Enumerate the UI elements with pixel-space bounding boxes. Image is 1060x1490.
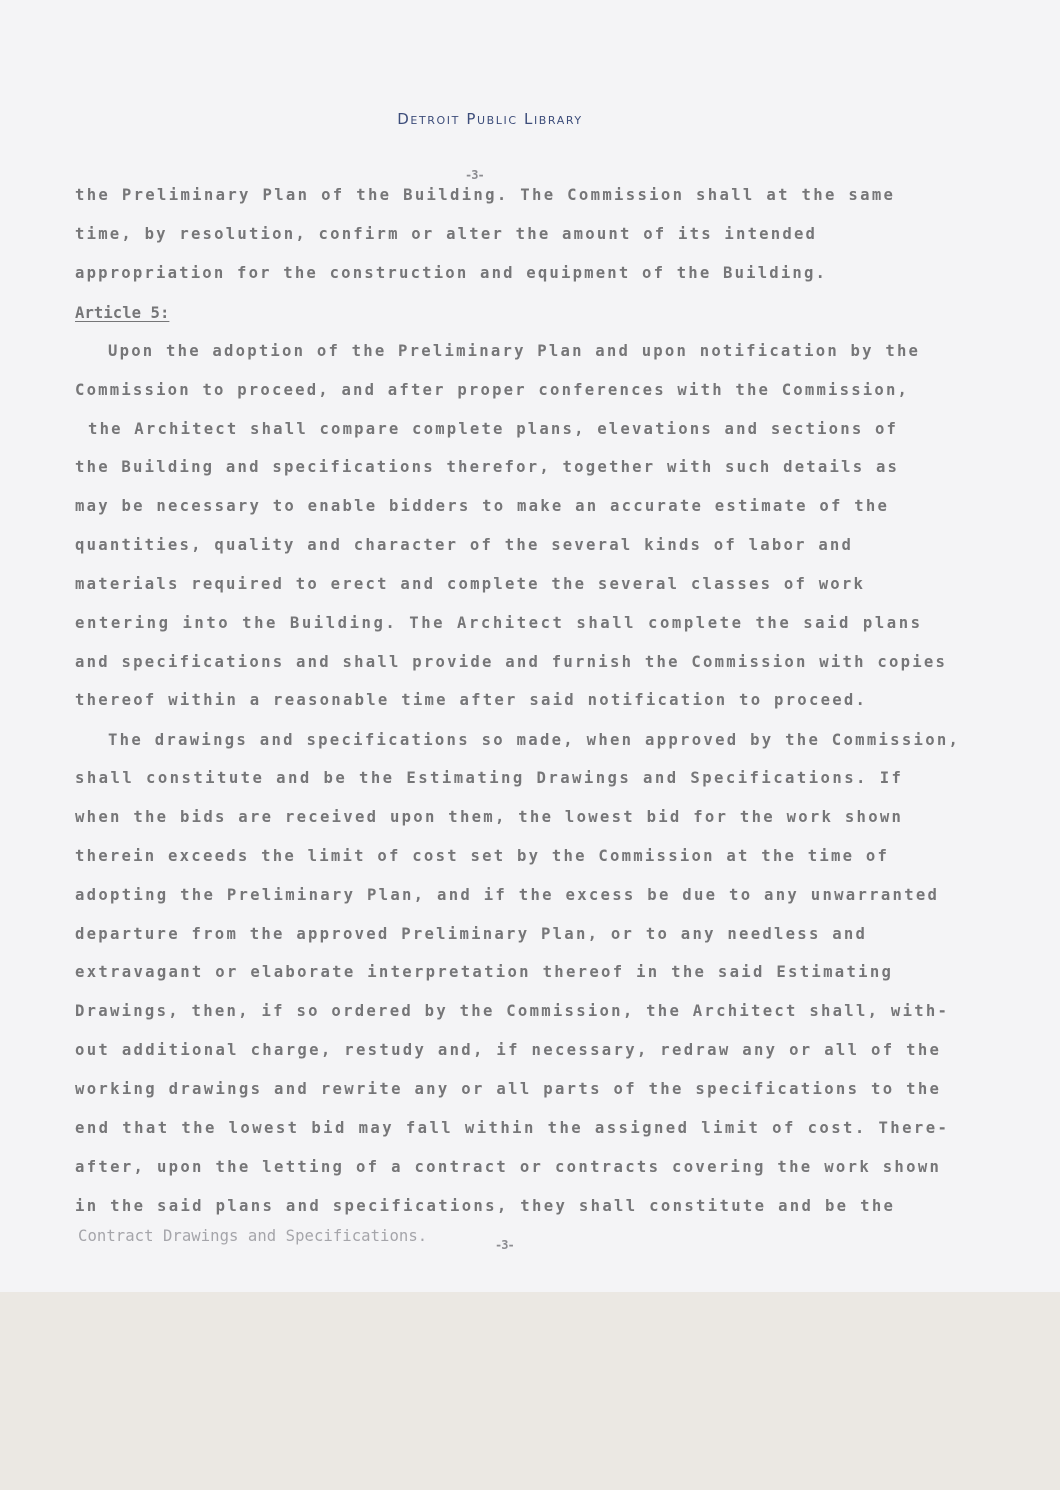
text-line: Drawings, then, if so ordered by the Commission, the Architect shall, with-	[75, 1002, 950, 1020]
text-line: Upon the adoption of the Preliminary Plan and upon notification by the	[108, 342, 921, 360]
text-line: when the bids are received upon them, the lowest bid for the work shown	[75, 808, 904, 826]
text-line: and specifications and shall provide and furnish the Commission with copies	[75, 653, 948, 671]
text-line: departure from the approved Preliminary Plan, or to any needless and	[75, 925, 868, 943]
text-line: The drawings and specifications so made, when approved by the Commission,	[108, 731, 961, 749]
text-line: Commission to proceed, and after proper conferences with the Commission,	[75, 381, 910, 399]
page-number-top: -3-	[465, 168, 484, 182]
text-line: appropriation for the construction and equipment of the Building.	[75, 264, 828, 282]
text-line: working drawings and rewrite any or all parts of the specifications to the	[75, 1080, 942, 1098]
text-line: therein exceeds the limit of cost set by the Commission at the time of	[75, 847, 890, 865]
text-line: time, by resolution, confirm or alter the amount of its intended	[75, 225, 818, 243]
text-line: out additional charge, restudy and, if necessary, redraw any or all of the	[75, 1041, 942, 1059]
text-line: materials required to erect and complete the several classes of work	[75, 575, 866, 593]
text-line: may be necessary to enable bidders to make an accurate estimate of the	[75, 497, 890, 515]
text-line: the Building and specifications therefor, together with such details as	[75, 458, 900, 476]
text-line: adopting the Preliminary Plan, and if the excess be due to any unwarranted	[75, 886, 940, 904]
text-line: quantities, quality and character of the several kinds of labor and	[75, 536, 854, 554]
text-line: the Preliminary Plan of the Building. The Commission shall at the same	[75, 186, 896, 204]
page-number-bottom: -3-	[495, 1238, 514, 1252]
letterhead: Detroit Public Library	[397, 110, 583, 128]
text-line: in the said plans and specifications, they shall constitute and be the	[75, 1197, 896, 1215]
text-line: end that the lowest bid may fall within the assigned limit of cost. There-	[75, 1119, 950, 1137]
text-line: after, upon the letting of a contract or contracts covering the work shown	[75, 1158, 942, 1176]
text-line: thereof within a reasonable time after said notification to proceed.	[75, 691, 868, 709]
text-line-faint: Contract Drawings and Specifications.	[78, 1227, 428, 1245]
text-line: entering into the Building. The Architect shall complete the said plans	[75, 614, 923, 632]
background-board	[0, 1292, 1060, 1490]
article-heading: Article 5:	[75, 304, 170, 322]
text-line: shall constitute and be the Estimating Drawings and Specifications. If	[75, 769, 904, 787]
text-line: extravagant or elaborate interpretation thereof in the said Estimating	[75, 963, 894, 981]
text-line: the Architect shall compare complete plans, elevations and sections of	[88, 420, 899, 438]
